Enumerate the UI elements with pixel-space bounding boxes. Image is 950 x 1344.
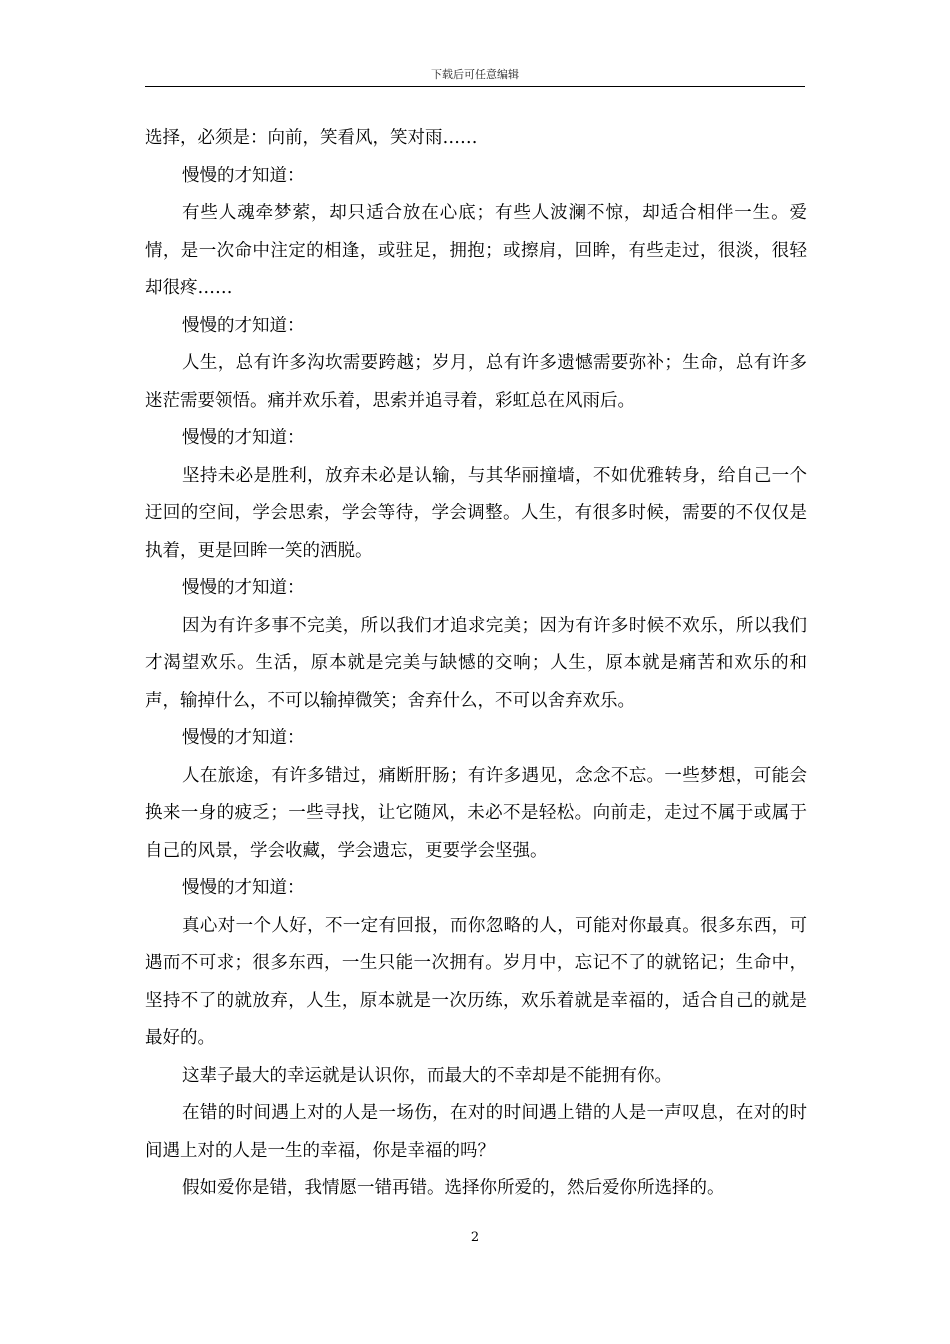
paragraph-continuation: 选择，必须是：向前，笑看风，笑对雨…… [145,128,478,148]
section-heading: 慢慢的才知道： [182,728,305,748]
header-divider [145,86,805,87]
body-paragraph: 有些人魂牵梦萦，却只适合放在心底；有些人波澜不惊，却适合相伴一生。爱情，是一次命中注定的相逢，或驻足，拥抱；或擦肩，回眸，有些走过，很淡，很轻却很疼…… [145,203,807,298]
body-paragraph: 这辈子最大的幸运就是认识你，而最大的不幸却是不能拥有你。 [182,1065,672,1086]
body-paragraph: 真心对一个人好，不一定有回报，而你忽略的人，可能对你最真。很多东西，可遇而不可求；很多东西，一生只能一次拥有。岁月中，忘记不了的就铭记；生命中，坚持不了的就放弃，人生，原本就是一次历练，欢乐着就是幸福的，适合自己的就是最好的。 [145,915,807,1048]
page-header: 下载后可任意编辑 [431,68,519,81]
section-heading: 慢慢的才知道： [182,315,305,336]
section-heading: 慢慢的才知道： [182,165,305,186]
section-heading: 慢慢的才知道： [182,878,305,898]
section-heading: 慢慢的才知道： [182,578,305,598]
body-paragraph: 假如爱你是错，我情愿一错再错。选择你所爱的，然后爱你所选择的。 [182,1178,725,1198]
page-number: 2 [470,1230,480,1245]
body-paragraph: 坚持未必是胜利，放弃未必是认输，与其华丽撞墙，不如优雅转身，给自己一个迂回的空间，学会思索，学会等待，学会调整。人生，有很多时候，需要的不仅仅是执着，更是回眸一笑的洒脱。 [145,465,807,561]
document-body [145,120,807,1208]
section-heading: 慢慢的才知道： [182,428,305,448]
body-paragraph: 在错的时间遇上对的人是一场伤，在对的时间遇上错的人是一声叹息，在对的时间遇上对的人是一生的幸福，你是幸福的吗？ [145,1103,807,1161]
body-paragraph: 人生，总有许多沟坎需要跨越；岁月，总有许多遗憾需要弥补；生命，总有许多迷茫需要领悟。痛并欢乐着，思索并追寻着，彩虹总在风雨后。 [145,353,807,411]
body-paragraph: 人在旅途，有许多错过，痛断肝肠；有许多遇见，念念不忘。一些梦想，可能会换来一身的疲乏；一些寻找，让它随风，未必不是轻松。向前走，走过不属于或属于自己的风景，学会收藏，学会遗忘，更要学会坚强。 [145,765,807,861]
body-paragraph: 因为有许多事不完美，所以我们才追求完美；因为有许多时候不欢乐，所以我们才渴望欢乐。生活，原本就是完美与缺憾的交响；人生，原本就是痛苦和欢乐的和声，输掉什么，不可以输掉微笑；舍弃什么，不可以舍弃欢乐。 [145,615,807,711]
